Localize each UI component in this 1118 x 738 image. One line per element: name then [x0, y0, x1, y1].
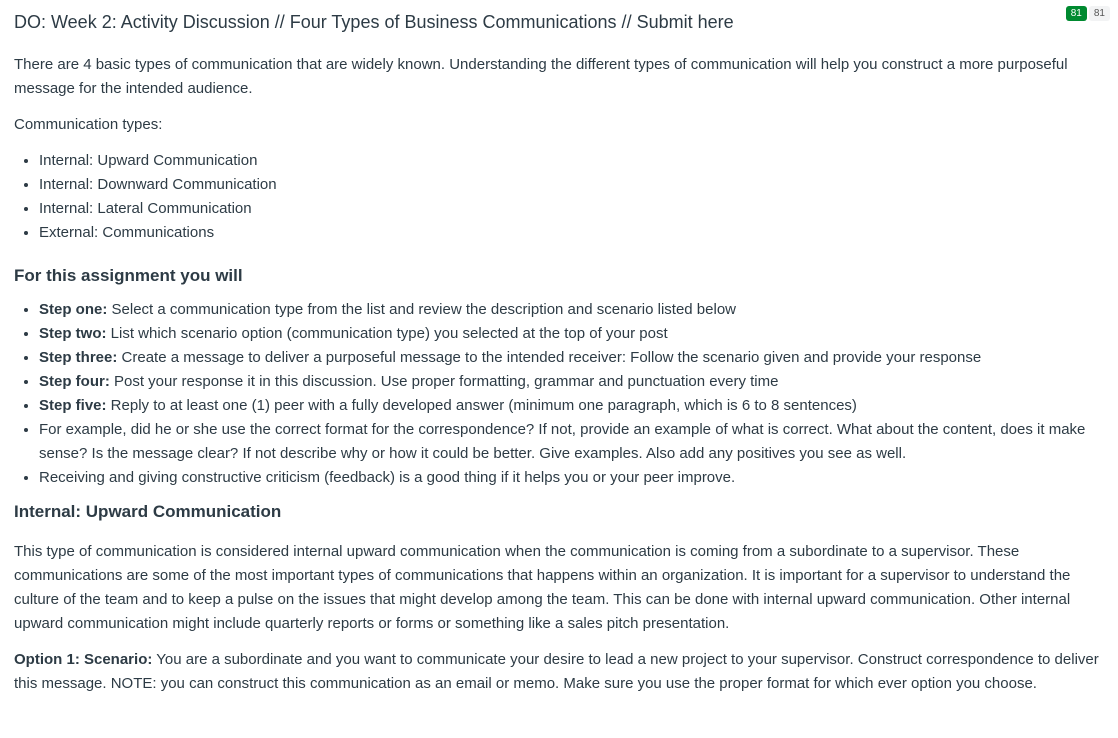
option-label: Option 1: Scenario:	[14, 651, 153, 668]
upward-communication-heading: Internal: Upward Communication	[14, 502, 282, 521]
upward-description: This type of communication is considered internal upward communication when the communication is coming from a subordinate to a supervisor. These communications are some of the most important types of communications that happens within an organization. It is important for a supervisor to understand the culture of the team and to keep a pulse on the issues that might develop among the team. This can be done with internal upward communication. Other internal upward communication might include quarterly reports or forms or something like a sales pitch presentation.	[14, 543, 1071, 632]
list-item	[39, 346, 1112, 370]
step-text: Reply to at least one (1) peer with a fully developed answer (minimum one paragraph, which is 6 to 8 sentences)	[106, 397, 857, 414]
communication-types-list	[14, 149, 1112, 245]
option-text: You are a subordinate and you want to communicate your desire to lead a new project to your supervisor. Construct correspondence to deliver this message. NOTE: you can construct this communication as an email or memo. Make sure you use the proper format for which ever option you choose.	[14, 651, 1099, 692]
list-item	[39, 298, 1112, 322]
types-label: Communication types:	[14, 116, 163, 133]
step-text: List which scenario option (communication type) you selected at the top of your post	[106, 325, 668, 342]
step-text: Create a message to deliver a purposeful message to the intended receiver: Follow the scenario given and provide your response	[117, 349, 982, 366]
intro-paragraph: There are 4 basic types of communication that are widely known. Understanding the different types of communication will help you construct a more purposeful message for the intended audience.	[14, 56, 1068, 97]
list-item: • Internal: Upward Communication	[39, 149, 1112, 173]
list-item	[39, 394, 1112, 418]
reply-count-badges	[1066, 6, 1110, 21]
assignment-steps-list	[14, 298, 1112, 490]
assignment-heading: For this assignment you will	[14, 266, 243, 285]
total-count-badge: 81	[1089, 6, 1110, 21]
step-text: Post your response it in this discussion. Use proper formatting, grammar and punctuation every time	[109, 373, 779, 390]
page-title: DO: Week 2: Activity Discussion // Four Types of Business Communications // Submit here	[14, 12, 734, 32]
list-item: • External: Communications	[39, 221, 1112, 245]
list-item: • Receiving and giving constructive criticism (feedback) is a good thing if it helps you or your peer improve.	[39, 466, 1112, 490]
step-label: Step four:	[39, 373, 110, 390]
list-item: • For example, did he or she use the correct format for the correspondence? If not, provide an example of what is correct. What about the content, does it make sense? Is the message clear? If not describe why or how it could be better. Give examples. Also add any positives you see as well.	[39, 418, 1112, 466]
list-item	[39, 370, 1112, 394]
step-label: Step five:	[39, 397, 107, 414]
step-label: Step three:	[39, 349, 118, 366]
discussion-body	[14, 53, 1112, 708]
step-label: Step one:	[39, 301, 108, 318]
list-item: • Internal: Downward Communication	[39, 173, 1112, 197]
list-item: • Internal: Lateral Communication	[39, 197, 1112, 221]
list-item	[39, 322, 1112, 346]
step-text: Select a communication type from the list and review the description and scenario listed below	[107, 301, 736, 318]
step-label: Step two:	[39, 325, 107, 342]
unread-count-badge[interactable]: 81	[1066, 6, 1087, 21]
option-one-scenario	[14, 648, 1112, 696]
